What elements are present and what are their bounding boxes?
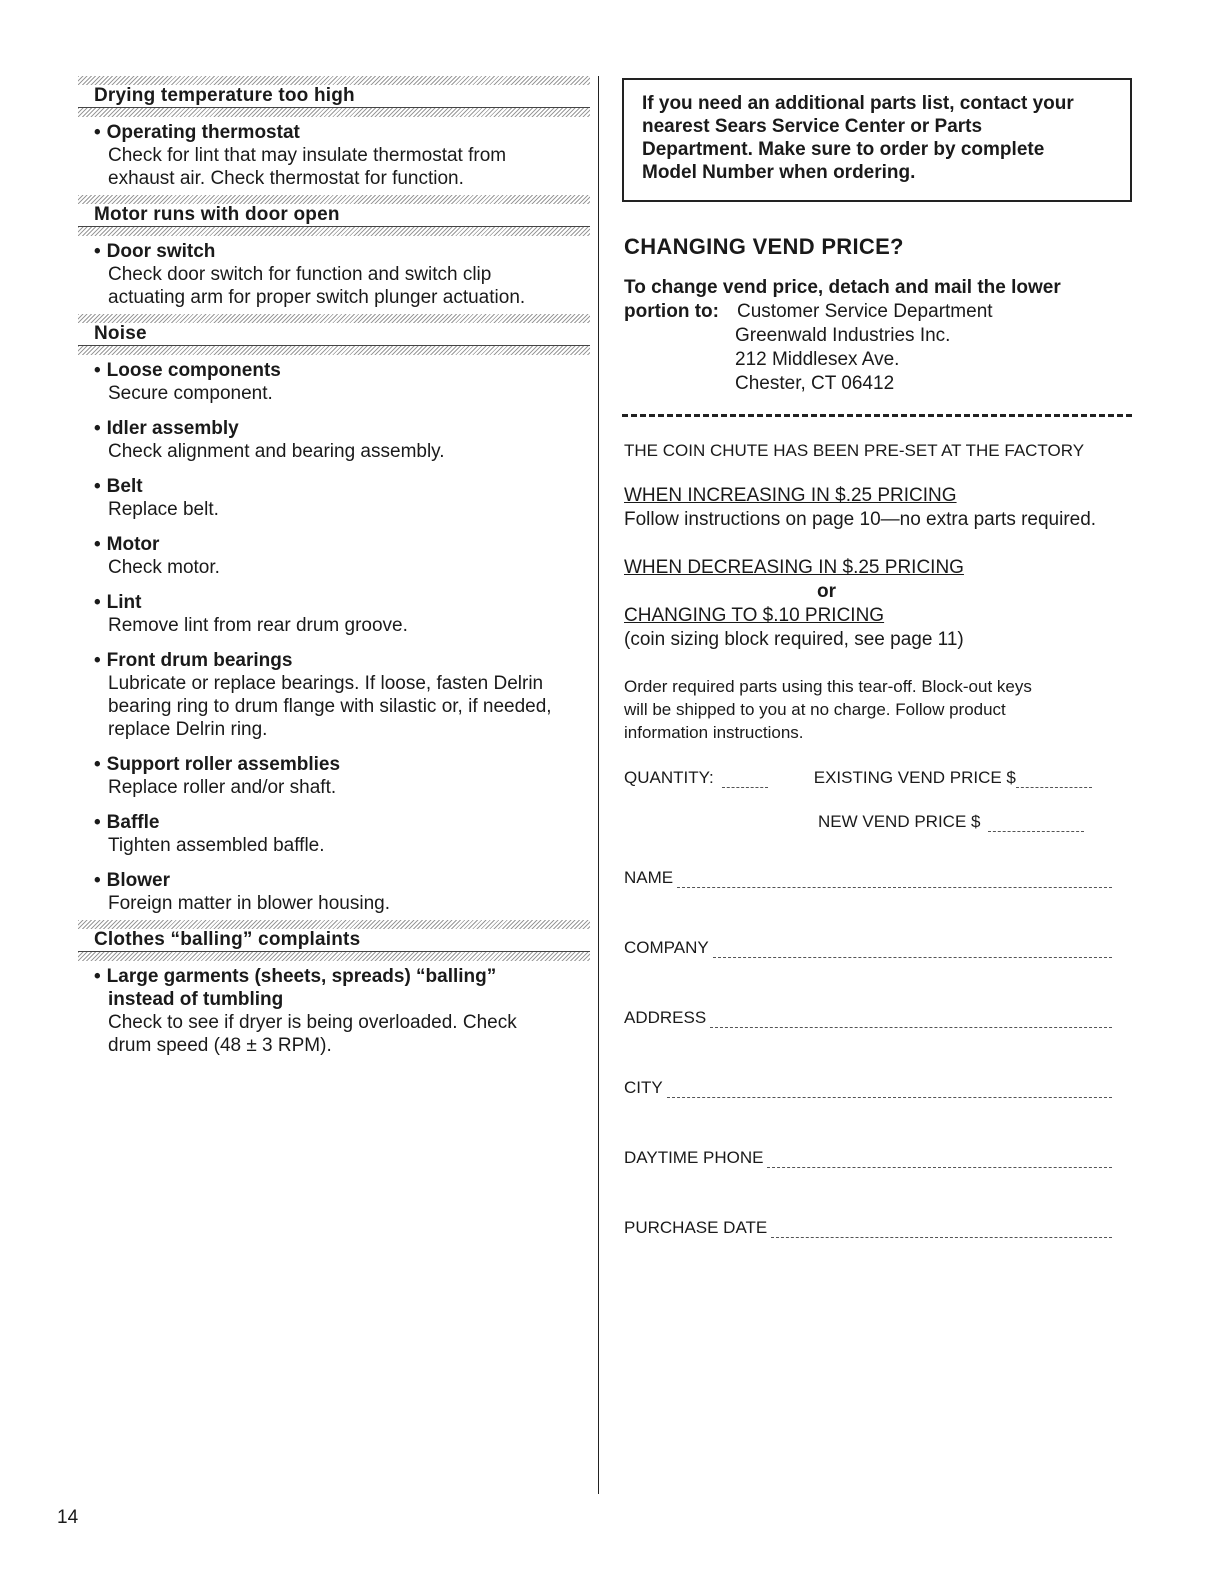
section-hatch — [78, 920, 590, 929]
order-line: Order required parts using this tear-off. Block-out keys — [624, 677, 1032, 696]
item-description: Check door switch for function and switch clip — [108, 264, 492, 285]
item-description: Check motor. — [108, 557, 220, 578]
section-items — [78, 965, 590, 1057]
vend-title: CHANGING VEND PRICE? — [624, 234, 904, 259]
new-price-label: NEW VEND PRICE $ — [818, 812, 981, 831]
bullet-icon: • — [94, 122, 101, 143]
column-divider — [598, 76, 599, 1494]
form-field-label: ADDRESS — [624, 1008, 707, 1027]
item-title-text: Blower — [106, 870, 171, 891]
parts-list-notice — [622, 78, 1132, 202]
item-description: exhaust air. Check thermostat for function. — [108, 168, 464, 189]
form-field-label: DAYTIME PHONE — [624, 1148, 764, 1167]
bullet-icon: • — [94, 592, 101, 613]
bullet-icon: • — [94, 418, 101, 439]
item-title — [94, 475, 590, 498]
item-title — [94, 591, 590, 614]
ten-cent-heading: CHANGING TO $.10 PRICING — [624, 605, 885, 626]
form-field-input[interactable] — [713, 943, 1112, 958]
form-field-name — [624, 868, 1112, 888]
item-title-text: Idler assembly — [106, 418, 239, 439]
tear-off-line[interactable] — [622, 414, 1132, 417]
form-field-input[interactable] — [767, 1153, 1112, 1168]
item-title-text: Lint — [106, 592, 142, 613]
form-field-label: PURCHASE DATE — [624, 1218, 768, 1237]
section-heading: Motor runs with door open — [78, 204, 590, 227]
item-description: drum speed (48 ± 3 RPM). — [108, 1035, 332, 1056]
item-description: bearing ring to drum flange with silastic or, if needed, — [108, 696, 552, 717]
bullet-icon: • — [94, 476, 101, 497]
quantity-label: QUANTITY: — [624, 768, 714, 787]
increasing-text: Follow instructions on page 10—no extra parts required. — [624, 509, 1097, 530]
item-description: actuating arm for proper switch plunger actuation. — [108, 287, 526, 308]
bullet-icon: • — [94, 650, 101, 671]
section-items — [78, 121, 590, 190]
list-item — [94, 753, 590, 799]
section-hatch — [78, 195, 590, 204]
address-line: 212 Middlesex Ave. — [735, 349, 900, 370]
new-price-row — [818, 812, 1132, 832]
item-title-text: Loose components — [106, 360, 281, 381]
item-title-continuation: instead of tumbling — [108, 989, 284, 1010]
item-title — [94, 121, 590, 144]
bullet-icon: • — [94, 870, 101, 891]
order-line: information instructions. — [624, 723, 804, 742]
page-number: 14 — [57, 1507, 79, 1528]
item-description: Replace belt. — [108, 499, 219, 520]
order-instructions — [624, 675, 1132, 744]
address-line: Chester, CT 06412 — [735, 373, 895, 394]
form-field-input[interactable] — [771, 1223, 1112, 1238]
notice-line: Department. Make sure to order by complete — [642, 139, 1045, 160]
item-description: Check alignment and bearing assembly. — [108, 441, 445, 462]
item-title — [94, 359, 590, 382]
item-title-text: Motor — [106, 534, 160, 555]
section-heading: Clothes “balling” complaints — [78, 929, 590, 952]
list-item — [94, 811, 590, 857]
section-items — [78, 240, 590, 309]
list-item — [94, 533, 590, 579]
portion-label: portion to: — [624, 301, 719, 322]
item-description: Replace roller and/or shaft. — [108, 777, 337, 798]
new-price-field[interactable] — [988, 817, 1084, 832]
section-hatch — [78, 346, 590, 355]
mail-intro: To change vend price, detach and mail the lower — [624, 277, 1061, 298]
form-field-input[interactable] — [667, 1083, 1112, 1098]
item-title — [94, 811, 590, 834]
item-description: Remove lint from rear drum groove. — [108, 615, 408, 636]
increasing-heading: WHEN INCREASING IN $.25 PRICING — [624, 485, 957, 506]
bullet-icon: • — [94, 754, 101, 775]
troubleshooting-column — [78, 74, 590, 1062]
list-item — [94, 359, 590, 405]
decreasing-heading: WHEN DECREASING IN $.25 PRICING — [624, 557, 964, 578]
item-description: replace Delrin ring. — [108, 719, 268, 740]
list-item — [94, 591, 590, 637]
notice-line: If you need an additional parts list, contact your — [642, 93, 1074, 114]
list-item — [94, 475, 590, 521]
form-field-label: COMPANY — [624, 938, 709, 957]
existing-price-label: EXISTING VEND PRICE $ — [813, 768, 1016, 787]
list-item — [94, 649, 590, 741]
item-title — [94, 753, 590, 776]
order-form-fields — [624, 868, 1132, 1238]
form-field-address — [624, 1008, 1112, 1028]
item-title-text: Door switch — [106, 241, 216, 262]
order-line: will be shipped to you at no charge. Follow product — [624, 700, 1006, 719]
item-title — [94, 533, 590, 556]
item-title-text: Belt — [106, 476, 143, 497]
mailing-address-first — [624, 300, 1132, 324]
form-field-daytime-phone — [624, 1148, 1112, 1168]
existing-price-field[interactable] — [1016, 773, 1092, 788]
section-heading: Noise — [78, 323, 590, 346]
item-title-text: Baffle — [106, 812, 160, 833]
form-field-city — [624, 1078, 1112, 1098]
bullet-icon: • — [94, 966, 101, 987]
form-field-label: NAME — [624, 868, 674, 887]
item-title-text: Operating thermostat — [106, 122, 300, 143]
section-hatch — [78, 76, 590, 85]
section-hatch — [78, 952, 590, 961]
notice-line: Model Number when ordering. — [642, 162, 916, 183]
form-field-company — [624, 938, 1112, 958]
form-field-purchase-date — [624, 1218, 1112, 1238]
section-hatch — [78, 108, 590, 117]
form-field-input[interactable] — [710, 1013, 1112, 1028]
item-title-text: Large garments (sheets, spreads) “balling” — [106, 966, 497, 987]
item-description: Secure component. — [108, 383, 273, 404]
bullet-icon: • — [94, 241, 101, 262]
quantity-price-row — [624, 768, 1132, 788]
item-title — [94, 965, 590, 1011]
item-description: Foreign matter in blower housing. — [108, 893, 390, 914]
notice-line: nearest Sears Service Center or Parts — [642, 116, 983, 137]
section-hatch — [78, 227, 590, 236]
order-column — [622, 78, 1132, 1238]
form-field-input[interactable] — [677, 873, 1112, 888]
section-items — [78, 359, 590, 915]
quantity-field[interactable] — [722, 773, 768, 788]
bullet-icon: • — [94, 534, 101, 555]
item-description: Lubricate or replace bearings. If loose, fasten Delrin — [108, 673, 544, 694]
ten-cent-text: (coin sizing block required, see page 11) — [624, 629, 964, 650]
address-line: Customer Service Department — [737, 301, 993, 322]
list-item — [94, 965, 590, 1057]
section-heading: Drying temperature too high — [78, 85, 590, 108]
item-title — [94, 869, 590, 892]
item-title — [94, 649, 590, 672]
list-item — [94, 417, 590, 463]
bullet-icon: • — [94, 360, 101, 381]
item-title — [94, 240, 590, 263]
item-description: Check to see if dryer is being overloaded. Check — [108, 1012, 517, 1033]
form-field-label: CITY — [624, 1078, 663, 1097]
item-description: Tighten assembled baffle. — [108, 835, 325, 856]
or-label: or — [817, 581, 836, 602]
item-title-text: Front drum bearings — [106, 650, 293, 671]
list-item — [94, 240, 590, 309]
list-item — [94, 121, 590, 190]
item-title-text: Support roller assemblies — [106, 754, 341, 775]
list-item — [94, 869, 590, 915]
item-title — [94, 417, 590, 440]
item-description: Check for lint that may insulate thermostat from — [108, 145, 507, 166]
preset-note: THE COIN CHUTE HAS BEEN PRE-SET AT THE FACTORY — [624, 441, 1085, 460]
bullet-icon: • — [94, 812, 101, 833]
section-hatch — [78, 314, 590, 323]
address-line: Greenwald Industries Inc. — [735, 325, 951, 346]
